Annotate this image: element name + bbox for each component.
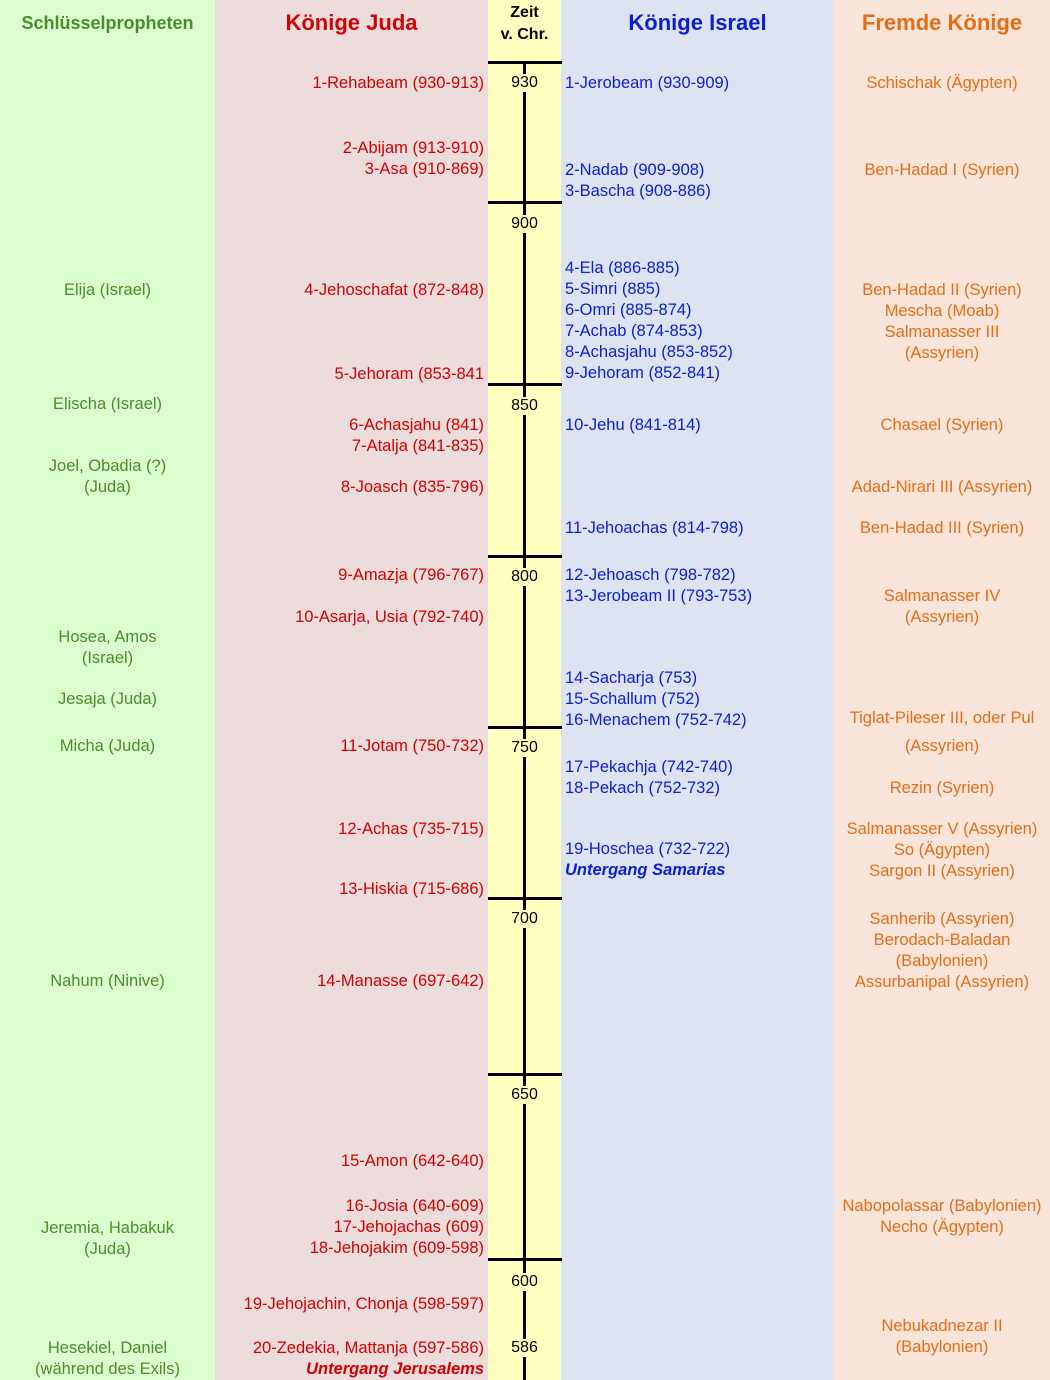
- foreign-king-entry: Salmanasser V (Assyrien) So (Ägypten) Sargon II (Assyrien): [846, 820, 1038, 880]
- time-header-line2: v. Chr.: [500, 26, 549, 43]
- prophet-entry: Hesekiel, Daniel (während des Exils): [35, 1339, 180, 1378]
- juda-king-entry: 1-Rehabeam (930-913): [312, 74, 484, 92]
- timeline-axis: [523, 62, 526, 1380]
- time-label: 600: [488, 1273, 561, 1291]
- juda-king-entry: 10-Asarja, Usia (792-740): [295, 608, 484, 626]
- israel-king-entry: 17-Pekachja (742-740) 18-Pekach (752-732): [565, 758, 733, 797]
- juda-end-label: Untergang Jerusalems: [306, 1360, 484, 1378]
- foreign-king-entry: Tiglat-Pileser III, oder Pul: [849, 709, 1035, 727]
- timeline-tick: [488, 555, 562, 558]
- prophet-entry: Nahum (Ninive): [50, 972, 165, 990]
- foreign-king-entry: Ben-Hadad II (Syrien) Mescha (Moab) Salmanasser III (Assyrien): [862, 281, 1022, 362]
- foreign-column: [834, 0, 1050, 1380]
- prophet-entry: Micha (Juda): [59, 737, 156, 755]
- time-label: 930: [488, 74, 561, 92]
- israel-king-entry: 10-Jehu (841-814): [565, 416, 701, 434]
- israel-header: Könige Israel: [628, 10, 767, 35]
- time-label: 586: [488, 1339, 561, 1357]
- time-label: 700: [488, 910, 561, 928]
- juda-king-entry: 11-Jotam (750-732): [340, 737, 484, 755]
- juda-header: Könige Juda: [285, 10, 418, 35]
- time-label: 750: [488, 739, 561, 757]
- juda-king-entry: 19-Jehojachin, Chonja (598-597): [243, 1295, 484, 1313]
- foreign-king-entry: Chasael (Syrien): [880, 416, 1004, 434]
- foreign-king-entry: Salmanasser IV (Assyrien): [883, 587, 1001, 626]
- juda-king-entry: 9-Amazja (796-767): [338, 566, 484, 584]
- israel-king-entry: 12-Jehoasch (798-782) 13-Jerobeam II (793-753): [565, 566, 753, 605]
- juda-column: [215, 0, 488, 1380]
- prophet-entry: Joel, Obadia (?) (Juda): [48, 457, 167, 496]
- timeline-tick: [488, 61, 562, 64]
- prophets-header: Schlüsselpropheten: [21, 13, 194, 33]
- juda-king-entry: 15-Amon (642-640): [340, 1152, 484, 1170]
- foreign-header: Fremde Könige: [861, 10, 1023, 35]
- foreign-king-entry: Ben-Hadad III (Syrien): [859, 519, 1025, 537]
- israel-king-entry: 4-Ela (886-885) 5-Simri (885) 6-Omri (885-874) 7-Achab (874-853) 8-Achasjahu (853-852) 9-Jehoram (852-841): [565, 259, 733, 382]
- israel-king-entry: 2-Nadab (909-908) 3-Bascha (908-886): [565, 161, 711, 200]
- foreign-king-entry: (Assyrien): [904, 737, 980, 755]
- timeline-tick: [488, 897, 562, 900]
- timeline-tick: [488, 201, 562, 204]
- israel-end-label: Untergang Samarias: [565, 861, 726, 879]
- juda-king-entry: 4-Jehoschafat (872-848): [304, 281, 484, 299]
- timeline-tick: [488, 383, 562, 386]
- israel-king-entry: 19-Hoschea (732-722) Untergang Samarias: [565, 839, 830, 881]
- time-label: 800: [488, 568, 561, 586]
- foreign-king-entry: Adad-Nirari III (Assyrien): [851, 478, 1033, 496]
- juda-king-entry: 5-Jehoram (853-841: [334, 365, 484, 383]
- foreign-king-entry: Ben-Hadad I (Syrien): [864, 161, 1020, 179]
- foreign-king-entry: Schischak (Ägypten): [866, 74, 1018, 92]
- foreign-king-entry: Sanherib (Assyrien) Berodach-Baladan (Babylonien) Assurbanipal (Assyrien): [854, 910, 1030, 991]
- foreign-king-entry: Rezin (Syrien): [889, 779, 995, 797]
- israel-king-entry: 11-Jehoachas (814-798): [565, 519, 744, 537]
- timeline-tick: [488, 1258, 562, 1261]
- juda-king-entry: 12-Achas (735-715): [338, 820, 484, 838]
- prophet-entry: Elischa (Israel): [52, 395, 163, 413]
- prophet-entry: Elija (Israel): [63, 281, 152, 299]
- prophet-entry: Jesaja (Juda): [57, 690, 158, 708]
- juda-king-entry: 8-Joasch (835-796): [340, 478, 484, 496]
- foreign-king-entry: Nebukadnezar II (Babylonien): [881, 1317, 1003, 1356]
- time-label: 850: [488, 397, 561, 415]
- juda-king-entry: 13-Hiskia (715-686): [339, 880, 484, 898]
- israel-king-entry: 1-Jerobeam (930-909): [565, 74, 730, 92]
- prophet-entry: Jeremia, Habakuk (Juda): [41, 1219, 174, 1258]
- time-label: 650: [488, 1086, 561, 1104]
- juda-king-entry: 20-Zedekia, Mattanja (597-586) Untergang Jerusalems: [215, 1338, 484, 1380]
- juda-king-entry: 2-Abijam (913-910) 3-Asa (910-869): [342, 139, 484, 178]
- juda-king-entry: 16-Josia (640-609) 17-Jehojachas (609) 18-Jehojakim (609-598): [309, 1197, 484, 1257]
- time-label: 900: [488, 215, 561, 233]
- timeline-tick: [488, 1073, 562, 1076]
- timeline-tick: [488, 726, 562, 729]
- time-header-line1: Zeit: [510, 4, 539, 21]
- juda-king-entry: 6-Achasjahu (841) 7-Atalja (841-835): [349, 416, 484, 455]
- prophet-entry: Hosea, Amos (Israel): [58, 628, 157, 667]
- foreign-king-entry: Nabopolassar (Babylonien) Necho (Ägypten): [842, 1197, 1042, 1236]
- israel-king-entry: 14-Sacharja (753) 15-Schallum (752) 16-Menachem (752-742): [565, 669, 747, 729]
- juda-king-entry: 14-Manasse (697-642): [317, 972, 484, 990]
